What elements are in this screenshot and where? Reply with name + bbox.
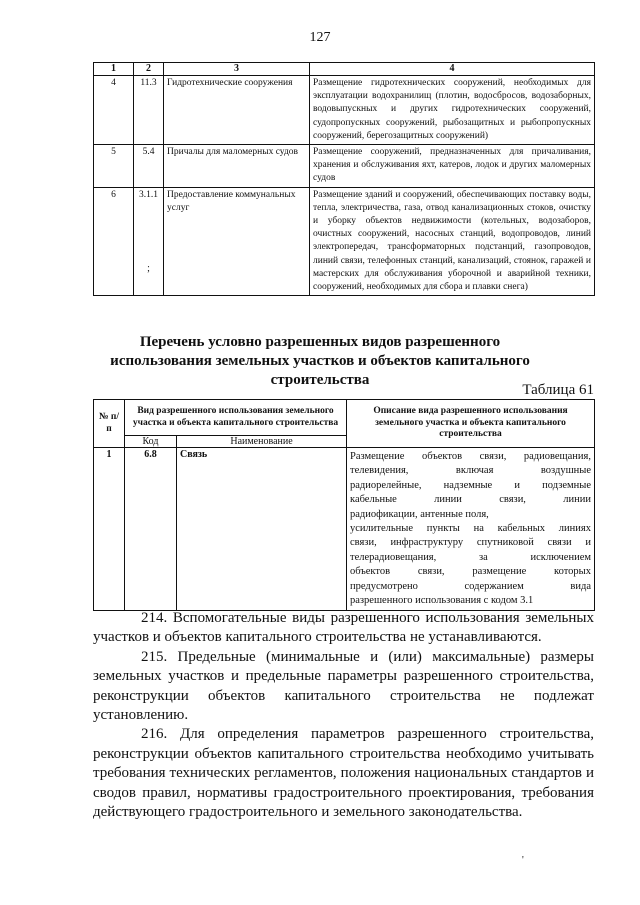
description-line: телерадиовещания, за исключением: [350, 551, 591, 563]
row-code-cell: [134, 187, 164, 296]
table-header-row: [94, 63, 595, 76]
description-line: усилительные пункты на кабельных линиях: [350, 523, 591, 535]
description-line: радиорелейные, надземные и подземные: [350, 479, 591, 491]
header-cell: 4: [310, 63, 595, 76]
row-description: Размещение гидротехнических сооружений, необходимых для эксплуатации водохранилищ (плотин, водосбросов, водозаборных, водовыпускных и других гидротехнических сооружений, судопропускных сооружений, рыбозащитных и рыбопропускных сооружений, берегозащитных сооружений): [310, 76, 595, 145]
page-number: 127: [309, 30, 331, 45]
header-cell: 3: [164, 63, 310, 76]
row-number: 5: [94, 145, 134, 188]
row-code: 11.3: [134, 76, 164, 145]
table-label: Таблица 61: [522, 382, 594, 398]
header-kind: Вид разрешенного использования земельного участка и объекта капитального строительства: [125, 400, 347, 436]
row-code: 5.4: [134, 145, 164, 188]
header-description: Описание вида разрешенного использования земельного участка и объекта капитального строительства: [347, 400, 595, 448]
description-line: кабельные линии связи, линии: [350, 494, 591, 506]
section-title: Перечень условно разрешенных видов разрешенного использования земельных участков и объектов капитального строительства: [110, 334, 530, 388]
body-text: [93, 609, 594, 822]
description-line: Размещение объектов связи, радиовещания,: [350, 451, 591, 462]
row-name: Связь: [177, 448, 347, 611]
header-cell: 2: [134, 63, 164, 76]
row-number: 4: [94, 76, 134, 145]
row-description: Размещение сооружений, предназначенных для причаливания, хранения и обслуживания яхт, катеров, лодок и других маломерных судов: [310, 145, 595, 188]
paragraph-216: 216. Для определения параметров разрешенного строительства, реконструкции объектов капитального строительства необходимо учитывать требования технических регламентов, положения национальных стандартов и сводов правил, нормативы градостроительного проектирования, требования действующего градостроительного и земельного законодательства.: [93, 726, 594, 821]
table-row: [94, 145, 595, 188]
paragraph-215: 215. Предельные (минимальные и (или) максимальные) размеры земельных участков и предельные параметры разрешенного строительства, реконструкции объектов капитального строительства не подлежат установлению.: [93, 648, 594, 724]
table-row: [94, 187, 595, 296]
description-line: радиофикации, антенные поля,: [350, 508, 489, 520]
description-line: предусмотрено содержанием вида: [350, 580, 591, 592]
row-description: Размещение зданий и сооружений, обеспечивающих поставку воды, тепла, электричества, газа, отвод канализационных стоков, очистку и уборку объектов недвижимости (котельных, водозаборов, очистных сооружений, насосных станций, водопроводов, линий электропередач, трансформаторных подстанций, газопроводов, линий связи, телефонных станций, канализаций, стоянок, гаражей и мастерских для обслуживания уборочной и аварийной техники, сооружений, необходимых для сбора и плавки снега): [310, 187, 595, 296]
footer-mark: ': [522, 855, 524, 866]
row-name: Предоставление коммунальных услуг: [164, 187, 310, 296]
description-line: разрешенного использования с кодом 3.1: [350, 595, 534, 607]
row-code: 6.8: [125, 448, 177, 611]
table-header-row: [94, 400, 595, 436]
stray-mark: ;: [147, 262, 150, 274]
header-name: Наименование: [177, 436, 347, 448]
paragraph-214: 214. Вспомогательные виды разрешенного использования земельных участков и объектов капитального строительства не устанавливаются.: [93, 610, 594, 646]
row-name: Причалы для маломерных судов: [164, 145, 310, 188]
row-code: 3.1.1: [139, 189, 158, 200]
table-row: [94, 76, 595, 145]
description-line: телевидения, включая воздушные: [350, 465, 591, 477]
header-num: № п/п: [94, 400, 125, 448]
description-line: объектов связи, размещение которых: [350, 566, 591, 578]
table-row: [94, 448, 595, 611]
header-cell: 1: [94, 63, 134, 76]
row-name: Гидротехнические сооружения: [164, 76, 310, 145]
description-line: связи, инфраструктуру спутниковой связи и: [350, 537, 591, 549]
row-number: 1: [94, 448, 125, 611]
row-number: 6: [94, 187, 134, 296]
land-use-table-continued: [93, 62, 595, 296]
conditional-use-table: [93, 399, 595, 611]
header-code: Код: [125, 436, 177, 448]
row-description: [347, 448, 595, 611]
